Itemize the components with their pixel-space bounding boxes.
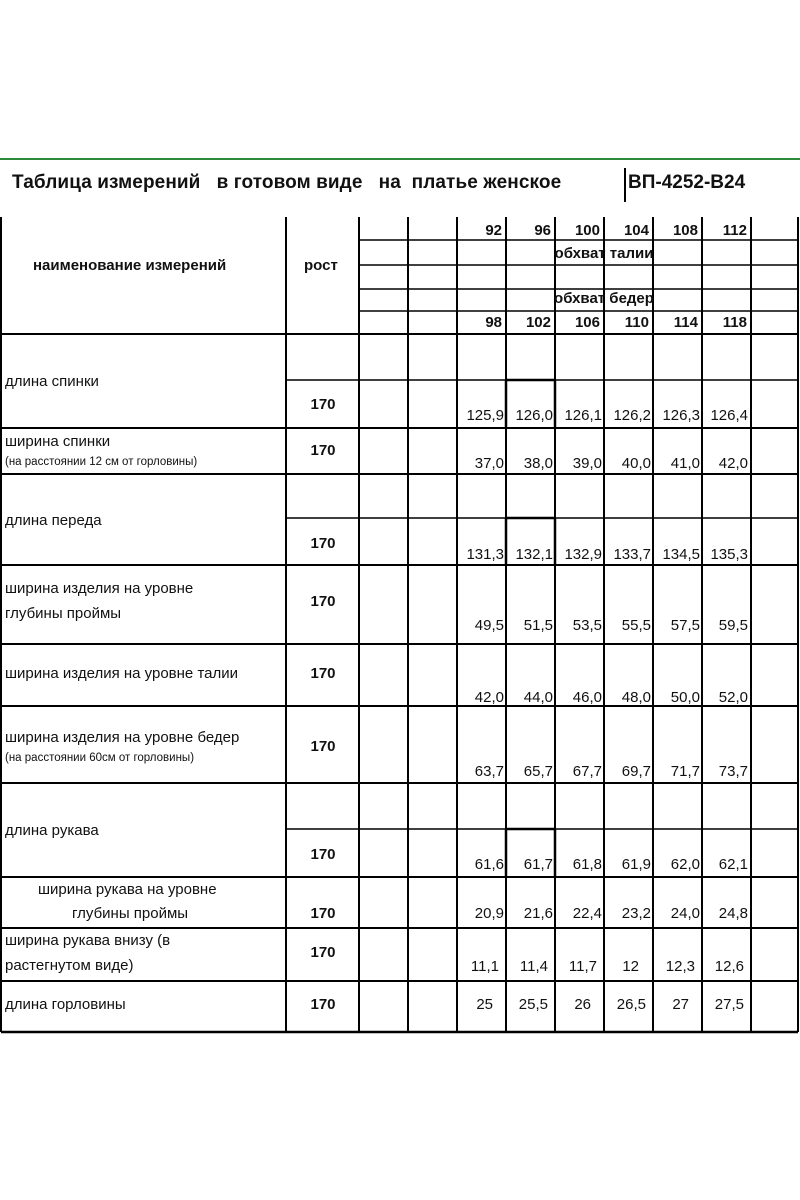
- row-value: 126,0: [515, 407, 553, 424]
- row-name: ширина изделия на уровне: [5, 580, 194, 597]
- row-value: 65,7: [523, 763, 553, 780]
- row-value: 22,4: [572, 905, 602, 922]
- row-value: 46,0: [572, 689, 602, 706]
- row-value: 132,9: [564, 546, 602, 563]
- row-value: 61,6: [474, 856, 504, 873]
- top-divider-line: [0, 158, 800, 160]
- row-value: 57,5: [670, 617, 700, 634]
- table-title: Таблица измерений в готовом виде на платье женское: [12, 172, 562, 193]
- row-rost: 170: [310, 996, 336, 1013]
- row-value: 135,3: [710, 546, 748, 563]
- row-value: 71,7: [670, 763, 700, 780]
- row-note: (на расстоянии 60см от горловины): [5, 752, 195, 764]
- row-value: 11,4: [519, 958, 548, 975]
- row-rost: 170: [310, 396, 336, 413]
- hip-girth-label: обхват бедер: [554, 290, 654, 307]
- row-name: ширина спинки: [5, 433, 111, 450]
- row-note: (на расстоянии 12 см от горловины): [5, 456, 198, 468]
- row-name: длина спинки: [5, 373, 99, 390]
- hip-size-110: 110: [624, 314, 649, 331]
- row-value: 25,5: [518, 996, 548, 1013]
- row-value: 12,3: [665, 958, 695, 975]
- row-value: 12: [622, 958, 639, 975]
- row-value: 37,0: [474, 455, 504, 472]
- row-name: длина рукава: [5, 822, 99, 839]
- row-value: 61,9: [621, 856, 651, 873]
- title-separator: [624, 168, 626, 202]
- row-value: 125,9: [466, 407, 504, 424]
- row-value: 126,3: [662, 407, 700, 424]
- row-name: ширина рукава внизу (в: [5, 932, 171, 949]
- row-value: 73,7: [718, 763, 748, 780]
- row-rost: 170: [310, 593, 336, 610]
- row-rost: 170: [310, 738, 336, 755]
- row-value: 40,0: [621, 455, 651, 472]
- row-rost: 170: [310, 944, 336, 961]
- row-value: 41,0: [670, 455, 700, 472]
- waist-size-100: 100: [574, 222, 600, 239]
- row-value: 126,2: [613, 407, 651, 424]
- row-value: 27,5: [714, 996, 744, 1013]
- hip-size-98: 98: [485, 314, 502, 331]
- row-value: 126,4: [710, 407, 748, 424]
- row-value: 27: [672, 996, 689, 1013]
- row-rost: 170: [310, 665, 336, 682]
- row-value: 48,0: [621, 689, 651, 706]
- row-name-line2: глубины проймы: [72, 905, 189, 922]
- row-value: 61,7: [523, 856, 553, 873]
- row-value: 134,5: [662, 546, 700, 563]
- row-name-line2: растегнутом виде): [5, 957, 134, 974]
- hip-size-106: 106: [574, 314, 600, 331]
- row-value: 132,1: [515, 546, 553, 563]
- row-value: 62,0: [670, 856, 700, 873]
- row-name: длина переда: [5, 512, 102, 529]
- row-value: 50,0: [670, 689, 700, 706]
- header-measurement-name: наименование измерений: [33, 257, 227, 274]
- row-value: 26: [574, 996, 591, 1013]
- row-value: 61,8: [572, 856, 602, 873]
- row-value: 69,7: [621, 763, 651, 780]
- row-value: 42,0: [474, 689, 504, 706]
- waist-size-104: 104: [623, 222, 649, 239]
- row-rost: 170: [310, 442, 336, 459]
- row-value: 23,2: [621, 905, 651, 922]
- row-value: 24,0: [670, 905, 700, 922]
- row-value: 44,0: [523, 689, 553, 706]
- row-rost: 170: [310, 535, 336, 552]
- row-name: ширина изделия на уровне талии: [5, 665, 238, 682]
- row-value: 53,5: [572, 617, 602, 634]
- hip-size-102: 102: [525, 314, 551, 331]
- row-name: ширина изделия на уровне бедер: [5, 729, 240, 746]
- row-value: 55,5: [621, 617, 651, 634]
- hip-size-118: 118: [722, 314, 747, 331]
- row-value: 131,3: [466, 546, 504, 563]
- row-value: 20,9: [474, 905, 504, 922]
- row-value: 52,0: [718, 689, 748, 706]
- row-value: 133,7: [613, 546, 651, 563]
- row-value: 126,1: [564, 407, 602, 424]
- row-value: 12,6: [714, 958, 744, 975]
- row-value: 49,5: [474, 617, 504, 634]
- row-value: 51,5: [523, 617, 553, 634]
- row-value: 42,0: [718, 455, 748, 472]
- row-name: длина горловины: [5, 996, 126, 1013]
- row-value: 67,7: [572, 763, 602, 780]
- row-value: 59,5: [718, 617, 748, 634]
- hip-size-114: 114: [673, 314, 698, 331]
- row-value: 11,7: [568, 958, 597, 975]
- row-value: 11,1: [470, 958, 499, 975]
- row-name-line2: глубины проймы: [5, 605, 122, 622]
- waist-size-112: 112: [722, 222, 747, 239]
- row-value: 26,5: [616, 996, 646, 1013]
- row-value: 38,0: [523, 455, 553, 472]
- row-name: ширина рукава на уровне: [38, 881, 217, 898]
- row-value: 39,0: [572, 455, 602, 472]
- row-value: 62,1: [718, 856, 748, 873]
- row-value: 24,8: [718, 905, 748, 922]
- row-value: 63,7: [474, 763, 504, 780]
- waist-size-108: 108: [672, 222, 698, 239]
- row-rost: 170: [310, 905, 336, 922]
- row-value: 25: [476, 996, 493, 1013]
- product-code: ВП-4252-В24: [628, 172, 746, 193]
- waist-size-96: 96: [534, 222, 551, 239]
- waist-size-92: 92: [485, 222, 502, 239]
- waist-girth-label: обхват талии: [554, 245, 654, 262]
- header-rost: рост: [304, 257, 338, 274]
- row-value: 21,6: [523, 905, 553, 922]
- row-rost: 170: [310, 846, 336, 863]
